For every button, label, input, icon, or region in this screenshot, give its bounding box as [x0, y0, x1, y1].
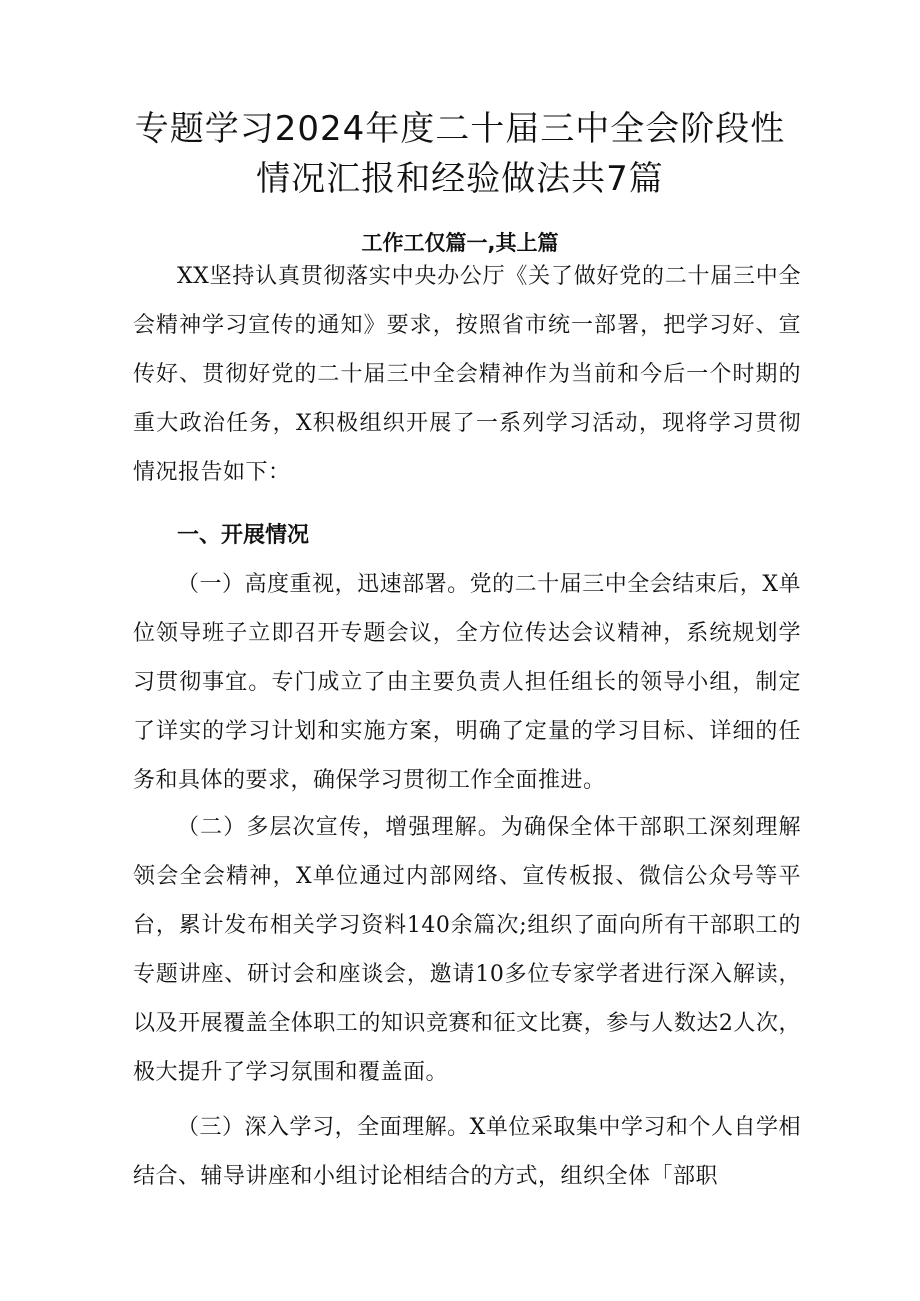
intro-paragraph: XX坚持认真贯彻落实中央办公厅《关了做好党的二十届三中全会精神学习宣传的通知》要求，按照省市统一部署，把学习好、宣传好、贯彻好党的二十届三中全会精神作为当前和今后一个时期的重大政治任务，X积极组织开展了一系列学习活动，现将学习贯彻情况报告如下： — [133, 264, 801, 485]
paragraph-item-1: （一）高度重视，迅速部署。党的二十届三中全会结束后，X单位领导班子立即召开专题会议，全方位传达会议精神，系统规划学习贯彻事宜。专门成立了由主要负责人担任组长的领导小组，制定了详实的学习计划和实施方案，明确了定量的学习目标、详细的任务和具体的要求，确保学习贯彻工作全面推进。 — [133, 572, 801, 793]
document-title-line-2: 情况汇报和经验做法共7篇 — [256, 159, 664, 199]
paragraph-item-3: （三）深入学习，全面理解。X单位采取集中学习和个人自学相结合、辅导讲座和小组讨论相结合的方式，组织全体「部职 — [133, 1115, 801, 1189]
document-title-line-1: 专题学习2024年度二十届三中全会阶段性 — [134, 109, 786, 149]
section-title: 工作工仅篇一,其上篇 — [361, 231, 559, 255]
heading-overview: 一、开展情况 — [177, 523, 310, 548]
document-title — [0, 104, 920, 204]
paragraph-item-2: （二）多层次宣传，增强理解。为确保全体干部职工深刻理解领会全会精神，X单位通过内部网络、宣传板报、微信公众号等平台，累计发布相关学习资料140余篇次;组织了面向所有干部职工的专题讲座、研讨会和座谈会，邀请10多位专家学者进行深入解读，以及开展覆盖全体职工的知识竞赛和征文比赛，参与人数达2人次，极大提升了学习氛围和覆盖面。 — [133, 815, 801, 1085]
